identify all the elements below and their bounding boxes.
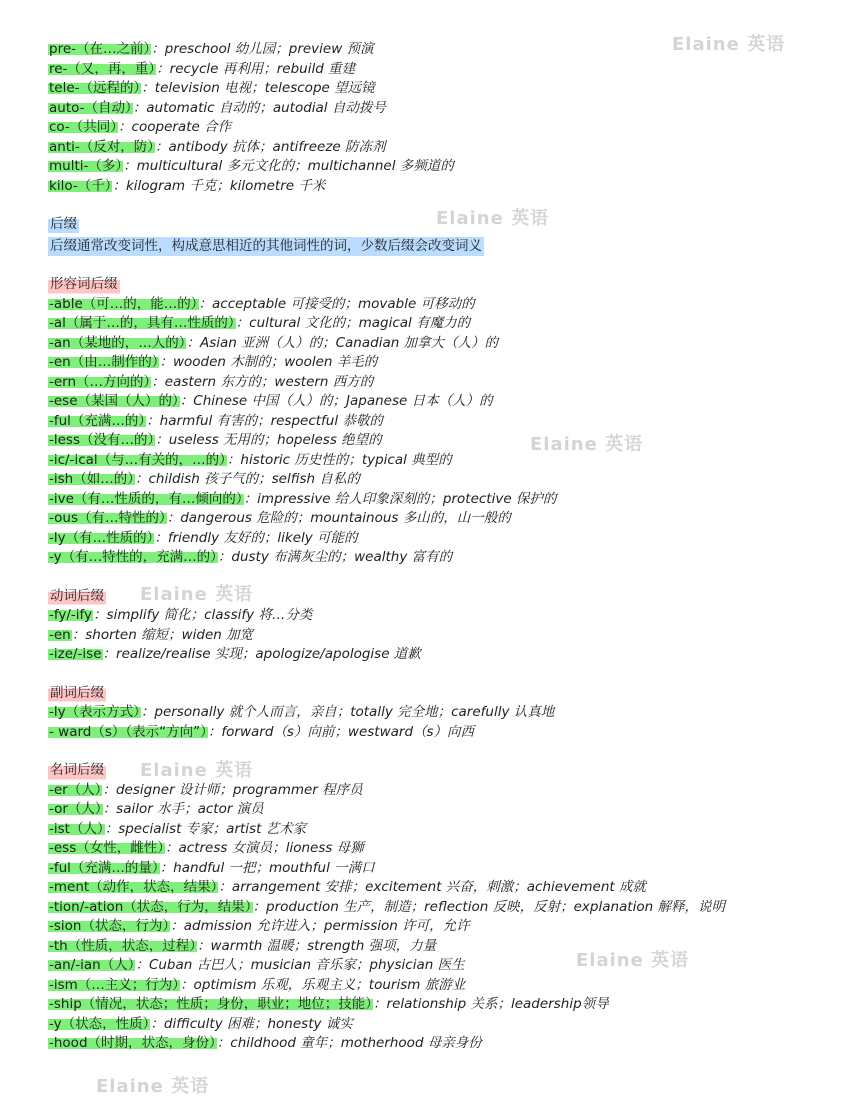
watermark: Elaine 英语 xyxy=(436,208,550,229)
watermark: Elaine 英语 xyxy=(140,760,254,781)
suffix-term: -ish（如…的） xyxy=(49,471,134,487)
list-item xyxy=(48,451,838,471)
suffix-examples: ：acceptable 可接受的；movable 可移动的 xyxy=(198,295,475,312)
suffix-term: -ic/-ical（与…有关的，…的） xyxy=(49,451,226,468)
list-item xyxy=(48,878,838,898)
prefix-term: kilo-（千） xyxy=(49,177,112,194)
list-item xyxy=(48,606,838,626)
list-item xyxy=(48,937,838,957)
watermark: Elaine 英语 xyxy=(140,584,254,605)
suffix-term: -ment（动作，状态，结果） xyxy=(49,879,218,895)
suffix-term: -ful（充满…的量） xyxy=(49,859,159,876)
suffix-examples: ：childhood 童年；motherhood 母亲身份 xyxy=(216,1035,482,1051)
suffix-term: -ism（…主义；行为） xyxy=(49,976,180,993)
list-item xyxy=(48,295,838,315)
prefix-term: co-（共同） xyxy=(49,119,118,135)
prefix-term: re-（又，再，重） xyxy=(49,60,156,77)
suffix-term: -th（性质，状态，过程） xyxy=(49,937,196,954)
suffix-examples: ：sailor 水手；actor 演员 xyxy=(102,801,264,817)
suffix-term: -er（人） xyxy=(49,781,102,798)
suffix-examples: ：designer 设计师；programmer 程序员 xyxy=(102,781,363,798)
section-title: 名词后缀 xyxy=(48,761,106,781)
list-item xyxy=(48,470,838,490)
list-item xyxy=(48,781,838,801)
suffix-examples: ：eastern 东方的；western 西方的 xyxy=(151,373,374,390)
suffix-examples: ：useless 无用的；hopeless 绝望的 xyxy=(155,432,382,448)
watermark: Elaine 英语 xyxy=(576,950,690,971)
list-item xyxy=(48,548,838,568)
suffix-term: -an/-ian（人） xyxy=(49,957,135,973)
list-item xyxy=(48,645,838,665)
list-item xyxy=(48,976,838,996)
list-item xyxy=(48,138,838,158)
list-item xyxy=(48,490,838,510)
suffix-term: -tion/-ation（状态，行为，结果） xyxy=(49,898,252,915)
section-title: 副词后缀 xyxy=(48,684,106,704)
suffix-examples: ：difficulty 困难；honesty 诚实 xyxy=(150,1015,353,1032)
list-item xyxy=(48,956,838,976)
list-item xyxy=(48,412,838,432)
suffix-examples: ：dangerous 危险的；mountainous 多山的，山一般的 xyxy=(166,510,511,526)
section-title: 动词后缀 xyxy=(48,587,106,607)
suffix-term: -y（状态，性质） xyxy=(49,1015,150,1032)
prefix-examples: ：cooperate 合作 xyxy=(118,119,232,135)
suffix-term: -en xyxy=(49,626,71,643)
suffix-examples: ：forward（s）向前；westward（s）向西 xyxy=(207,723,475,740)
suffix-examples: ：historic 历史性的；typical 典型的 xyxy=(226,451,452,468)
list-item xyxy=(48,79,838,99)
prefix-examples: ：recycle 再利用；rebuild 重建 xyxy=(156,60,356,77)
suffix-term: -ese（某国（人）的） xyxy=(49,393,179,409)
prefix-term: tele-（远程的） xyxy=(49,80,141,96)
prefix-term: anti-（反对，防） xyxy=(49,138,154,155)
list-item xyxy=(48,839,838,859)
suffix-term: -ful（充满…的） xyxy=(49,412,146,429)
prefix-examples: ：multicultural 多元文化的；multichannel 多频道的 xyxy=(123,158,454,174)
list-item xyxy=(48,392,838,412)
list-item xyxy=(48,431,838,451)
list-item xyxy=(48,723,838,743)
list-item xyxy=(48,334,838,354)
suffix-examples: ：arrangement 安排；excitement 兴奋，刺激；achievement 成就 xyxy=(218,879,646,895)
suffix-term: -ous（有…特性的） xyxy=(49,510,166,526)
suffix-examples: ：relationship 关系；leadership领导 xyxy=(373,996,609,1012)
noun-suffix-section xyxy=(48,759,838,1054)
suffix-term: -ist（人） xyxy=(49,820,104,837)
suffix-term: -ern（…方向的） xyxy=(49,373,151,390)
prefix-examples: ：automatic 自动的；autodial 自动拨号 xyxy=(132,99,386,116)
suffix-examples: ：realize/realise 实现；apologize/apologise 道歉 xyxy=(102,646,421,662)
suffix-examples: ：childish 孩子气的；selfish 自私的 xyxy=(134,471,360,487)
list-item xyxy=(48,529,838,549)
suffix-examples: ：handful 一把；mouthful 一满口 xyxy=(159,859,375,876)
suffix-examples: ：Cuban 古巴人；musician 音乐家；physician 医生 xyxy=(135,957,465,973)
vocabulary-document xyxy=(48,40,838,1054)
list-item xyxy=(48,859,838,879)
list-item xyxy=(48,1034,838,1054)
list-item xyxy=(48,800,838,820)
prefix-term: auto-（自动） xyxy=(49,99,132,116)
prefix-term: pre-（在…之前） xyxy=(49,41,151,57)
list-item xyxy=(48,99,838,119)
adverb-suffix-section xyxy=(48,682,838,743)
suffix-examples: ：dusty 布满灰尘的；wealthy 富有的 xyxy=(217,549,453,565)
suffix-examples: ：harmful 有害的；respectful 恭敬的 xyxy=(146,412,383,429)
list-item xyxy=(48,353,838,373)
list-item xyxy=(48,509,838,529)
suffix-term: -ess（女性，雌性） xyxy=(49,840,164,856)
suffix-examples: ：admission 允许进入；permission 许可，允许 xyxy=(170,918,470,934)
adjective-suffix-section xyxy=(48,273,838,568)
suffix-term: -ize/-ise xyxy=(49,646,102,662)
suffix-term: -en（由…制作的） xyxy=(49,354,159,370)
suffix-term: - ward（s）（表示“方向”） xyxy=(49,723,207,740)
suffix-term: -an（某地的，…人的） xyxy=(49,334,186,351)
suffix-term: -al（属于…的，具有…性质的） xyxy=(49,315,235,331)
prefix-examples: ：television 电视；telescope 望远镜 xyxy=(141,80,375,96)
prefix-term: multi-（多） xyxy=(49,158,123,174)
suffix-examples: ：specialist 专家；artist 艺术家 xyxy=(104,820,307,837)
list-item xyxy=(48,995,838,1015)
suffix-examples: ：personally 就个人而言，亲自；totally 完全地；carefully 认真地 xyxy=(140,704,555,720)
suffix-examples: ：production 生产，制造；reflection 反映，反射；explanation 解释，说明 xyxy=(252,898,725,915)
suffix-term: -ive（有…性质的，有…倾向的） xyxy=(49,490,243,507)
suffix-examples: ：impressive 给人印象深刻的；protective 保护的 xyxy=(243,490,557,507)
list-item xyxy=(48,917,838,937)
list-item xyxy=(48,898,838,918)
suffix-section-description: 后缀通常改变词性，构成意思相近的其他词性的词，少数后缀会改变词义 xyxy=(48,237,484,257)
suffix-examples: ：friendly 友好的；likely 可能的 xyxy=(154,529,358,546)
suffix-examples: ：warmth 温暖；strength 强项，力量 xyxy=(196,937,437,954)
suffix-term: -ly（表示方式） xyxy=(49,704,140,720)
suffix-term: -hood（时期，状态，身份） xyxy=(49,1035,216,1051)
suffix-examples: ：wooden 木制的；woolen 羊毛的 xyxy=(159,354,378,370)
suffix-term: -ly（有…性质的） xyxy=(49,529,154,546)
prefix-examples: ：preschool 幼儿园；preview 预演 xyxy=(151,41,374,57)
suffix-examples: ：Asian 亚洲（人）的；Canadian 加拿大（人）的 xyxy=(186,334,499,351)
list-item xyxy=(48,703,838,723)
watermark: Elaine 英语 xyxy=(530,434,644,455)
list-item xyxy=(48,626,838,646)
suffix-term: -y（有…特性的，充满…的） xyxy=(49,549,217,565)
section-title: 形容词后缀 xyxy=(48,275,120,295)
suffix-term: -sion（状态，行为） xyxy=(49,918,170,934)
prefix-examples: ：antibody 抗体；antifreeze 防冻剂 xyxy=(155,138,386,155)
suffix-examples: ：Chinese 中国（人）的；Japanese 日本（人）的 xyxy=(179,393,493,409)
watermark: Elaine 英语 xyxy=(672,34,786,55)
prefix-list xyxy=(48,40,838,196)
list-item xyxy=(48,373,838,393)
suffix-examples: ：shorten 缩短；widen 加宽 xyxy=(71,626,254,643)
suffix-examples: ：simplify 简化；classify 将…分类 xyxy=(93,607,313,623)
list-item xyxy=(48,60,838,80)
suffix-term: -ship（情况，状态；性质；身份，职业；地位；技能） xyxy=(49,996,373,1012)
prefix-examples: ：kilogram 千克；kilometre 千米 xyxy=(112,177,326,194)
suffix-examples: ：cultural 文化的；magical 有魔力的 xyxy=(235,315,471,331)
suffix-term: -fy/-ify xyxy=(49,607,93,623)
suffix-examples: ：actress 女演员；lioness 母狮 xyxy=(165,840,364,856)
suffix-term: -less（没有…的） xyxy=(49,432,155,448)
list-item xyxy=(48,820,838,840)
list-item xyxy=(48,1015,838,1035)
suffix-section-title: 后缀 xyxy=(48,215,79,235)
list-item xyxy=(48,177,838,197)
suffix-examples: ：optimism 乐观，乐观主义；tourism 旅游业 xyxy=(180,976,466,993)
list-item xyxy=(48,118,838,138)
watermark: Elaine 英语 xyxy=(96,1076,210,1097)
suffix-term: -able（可…的，能…的） xyxy=(49,295,198,312)
list-item xyxy=(48,157,838,177)
suffix-term: -or（人） xyxy=(49,801,102,817)
list-item xyxy=(48,314,838,334)
